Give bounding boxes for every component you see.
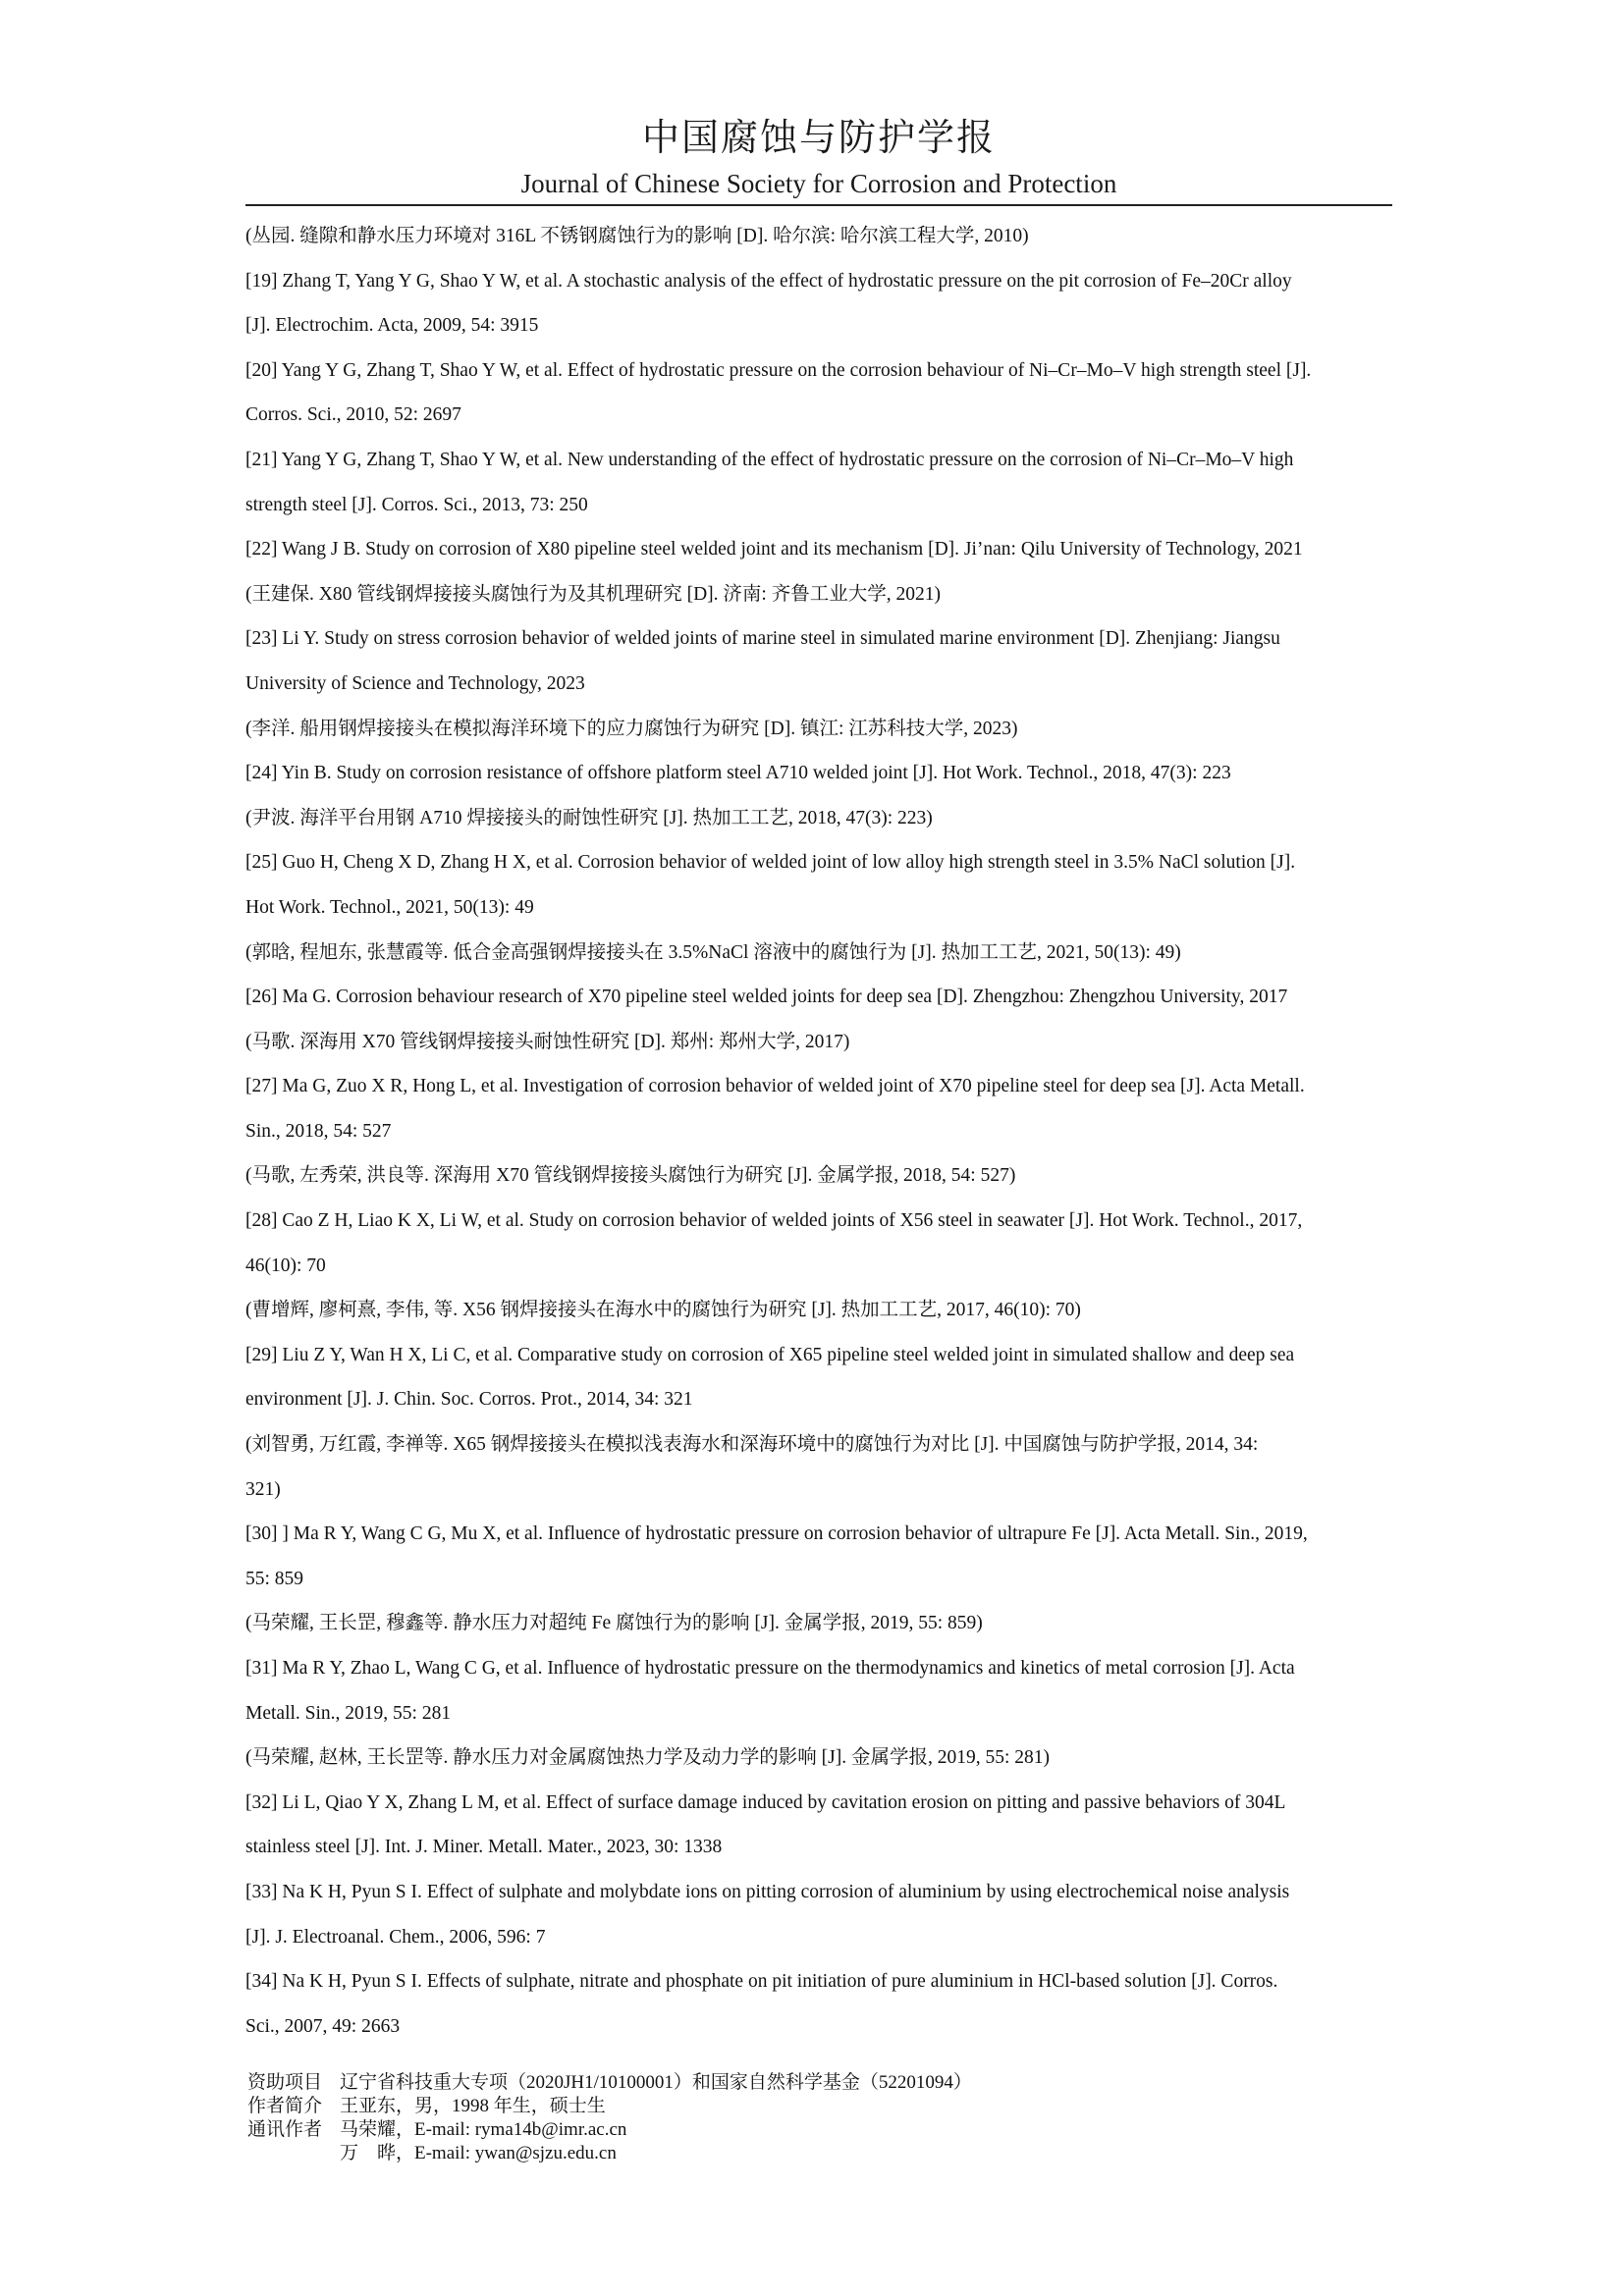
- reference-line: (丛园. 缝隙和静水压力环境对 316L 不锈钢腐蚀行为的影响 [D]. 哈尔滨: 哈尔滨工程大学, 2010): [245, 226, 1029, 246]
- journal-header: [245, 114, 1392, 200]
- funding-text: 辽宁省科技重大专项（2020JH1/10100001）和国家自然科学基金（52201094）: [340, 2072, 972, 2093]
- reference-line: [23] Li Y. Study on stress corrosion behavior of welded joints of marine steel in simulated marine environment [D]. Zhenjiang: Jiangsu: [245, 628, 1280, 650]
- reference-line: (马歌. 深海用 X70 管线钢焊接接头耐蚀性研究 [D]. 郑州: 郑州大学, 2017): [245, 1031, 850, 1052]
- journal-title-cn: 中国腐蚀与防护学报: [641, 116, 996, 159]
- reference-line: [20] Yang Y G, Zhang T, Shao Y W, et al. Effect of hydrostatic pressure on the corrosion behaviour of Ni–Cr–Mo–V high strength steel [J].: [245, 359, 1312, 381]
- reference-line: [28] Cao Z H, Liao K X, Li W, et al. Study on corrosion behavior of welded joints of X56 steel in seawater [J]. Hot Work. Technol., 2017,: [245, 1210, 1303, 1232]
- reference-line: Metall. Sin., 2019, 55: 281: [245, 1702, 452, 1724]
- funding-row: [247, 2071, 1386, 2095]
- reference-line: Corros. Sci., 2010, 52: 2697: [245, 404, 461, 426]
- reference-line: [22] Wang J B. Study on corrosion of X80 pipeline steel welded joint and its mechanism [D]. Ji’nan: Qilu University of Technology, 2021: [245, 539, 1303, 561]
- reference-line: [25] Guo H, Cheng X D, Zhang H X, et al. Corrosion behavior of welded joint of low alloy high strength steel in 3.5% NaCl solution [J].: [245, 852, 1296, 874]
- corresponding-text-2: 万 晔，E-mail: ywan@sjzu.edu.cn: [340, 2143, 617, 2163]
- reference-line: Sin., 2018, 54: 527: [245, 1120, 392, 1142]
- reference-line: [24] Yin B. Study on corrosion resistance of offshore platform steel A710 welded joint [J]. Hot Work. Technol., 2018, 47(3): 223: [245, 763, 1231, 784]
- reference-line: (郭晗, 程旭东, 张慧霞等. 低合金高强钢焊接接头在 3.5%NaCl 溶液中的腐蚀行为 [J]. 热加工工艺, 2021, 50(13): 49): [245, 941, 1181, 963]
- corresponding-row-2: [247, 2142, 1386, 2165]
- author-label: 作者简介: [247, 2096, 323, 2116]
- footnote-block: [247, 2071, 1386, 2165]
- reference-line: [30] ] Ma R Y, Wang C G, Mu X, et al. Influence of hydrostatic pressure on corrosion behavior of ultrapure Fe [J]. Acta Metall. Sin., 2019,: [245, 1523, 1308, 1545]
- reference-line: Sci., 2007, 49: 2663: [245, 2015, 401, 2037]
- reference-line: [27] Ma G, Zuo X R, Hong L, et al. Investigation of corrosion behavior of welded joint of X70 pipeline steel for deep sea [J]. Acta Metall.: [245, 1076, 1305, 1097]
- funding-label: 资助项目: [247, 2072, 323, 2093]
- journal-title-en: Journal of Chinese Society for Corrosion and Protection: [520, 169, 1117, 198]
- author-text: 王亚东，男，1998 年生，硕士生: [340, 2096, 606, 2116]
- reference-line: [33] Na K H, Pyun S I. Effect of sulphate and molybdate ions on pitting corrosion of aluminium by using electrochemical noise analysis: [245, 1881, 1290, 1902]
- corresponding-row: [247, 2118, 1386, 2142]
- reference-line: (马荣耀, 赵林, 王长罡等. 静水压力对金属腐蚀热力学及动力学的影响 [J]. 金属学报, 2019, 55: 281): [245, 1747, 1050, 1769]
- reference-line: 321): [245, 1478, 281, 1500]
- reference-line: (尹波. 海洋平台用钢 A710 焊接接头的耐蚀性研究 [J]. 热加工工艺, 2018, 47(3): 223): [245, 807, 933, 828]
- header-divider: [245, 204, 1392, 206]
- reference-line: (刘智勇, 万红霞, 李禅等. X65 钢焊接接头在模拟浅表海水和深海环境中的腐蚀行为对比 [J]. 中国腐蚀与防护学报, 2014, 34:: [245, 1434, 1259, 1456]
- reference-line: (马歌, 左秀荣, 洪良等. 深海用 X70 管线钢焊接接头腐蚀行为研究 [J]. 金属学报, 2018, 54: 527): [245, 1165, 1016, 1187]
- reference-line: [19] Zhang T, Yang Y G, Shao Y W, et al. A stochastic analysis of the effect of hydrostatic pressure on the pit corrosion of Fe–20Cr alloy: [245, 270, 1292, 292]
- reference-line: [31] Ma R Y, Zhao L, Wang C G, et al. Influence of hydrostatic pressure on the thermodynamics and kinetics of metal corrosion [J]. Acta: [245, 1658, 1295, 1679]
- reference-line: strength steel [J]. Corros. Sci., 2013, 73: 250: [245, 494, 588, 515]
- reference-line: stainless steel [J]. Int. J. Miner. Metall. Mater., 2023, 30: 1338: [245, 1837, 723, 1858]
- reference-line: (马荣耀, 王长罡, 穆鑫等. 静水压力对超纯 Fe 腐蚀行为的影响 [J]. 金属学报, 2019, 55: 859): [245, 1613, 983, 1634]
- reference-line: [34] Na K H, Pyun S I. Effects of sulphate, nitrate and phosphate on pit initiation of pure aluminium in HCl-based solution [J]. Corros.: [245, 1971, 1278, 1993]
- reference-line: (曹增辉, 廖柯熹, 李伟, 等. X56 钢焊接接头在海水中的腐蚀行为研究 [J]. 热加工工艺, 2017, 46(10): 70): [245, 1300, 1081, 1321]
- reference-line: [29] Liu Z Y, Wan H X, Li C, et al. Comparative study on corrosion of X65 pipeline steel welded joint in simulated shallow and deep sea: [245, 1344, 1295, 1365]
- corresponding-label: 通讯作者: [247, 2119, 323, 2140]
- reference-line: Hot Work. Technol., 2021, 50(13): 49: [245, 896, 534, 918]
- reference-line: (李洋. 船用钢焊接接头在模拟海洋环境下的应力腐蚀行为研究 [D]. 镇江: 江苏科技大学, 2023): [245, 718, 1018, 739]
- corresponding-text-1: 马荣耀，E-mail: ryma14b@imr.ac.cn: [340, 2119, 627, 2140]
- reference-line: [J]. Electrochim. Acta, 2009, 54: 3915: [245, 315, 539, 337]
- reference-line: [21] Yang Y G, Zhang T, Shao Y W, et al. New understanding of the effect of hydrostatic pressure on the corrosion of Ni–Cr–Mo–V high: [245, 449, 1294, 470]
- reference-line: (王建保. X80 管线钢焊接接头腐蚀行为及其机理研究 [D]. 济南: 齐鲁工业大学, 2021): [245, 583, 941, 605]
- author-row: [247, 2095, 1386, 2118]
- reference-line: 55: 859: [245, 1568, 304, 1589]
- reference-line: [32] Li L, Qiao Y X, Zhang L M, et al. Effect of surface damage induced by cavitation erosion on pitting and passive behaviors of 304L: [245, 1791, 1286, 1813]
- reference-line: University of Science and Technology, 2023: [245, 672, 585, 694]
- reference-line: [J]. J. Electroanal. Chem., 2006, 596: 7: [245, 1926, 546, 1948]
- reference-list: [245, 214, 1394, 2049]
- reference-line: 46(10): 70: [245, 1255, 326, 1276]
- reference-line: environment [J]. J. Chin. Soc. Corros. Prot., 2014, 34: 321: [245, 1389, 693, 1411]
- reference-line: [26] Ma G. Corrosion behaviour research of X70 pipeline steel welded joints for deep sea [D]. Zhengzhou: Zhengzhou University, 2017: [245, 987, 1288, 1008]
